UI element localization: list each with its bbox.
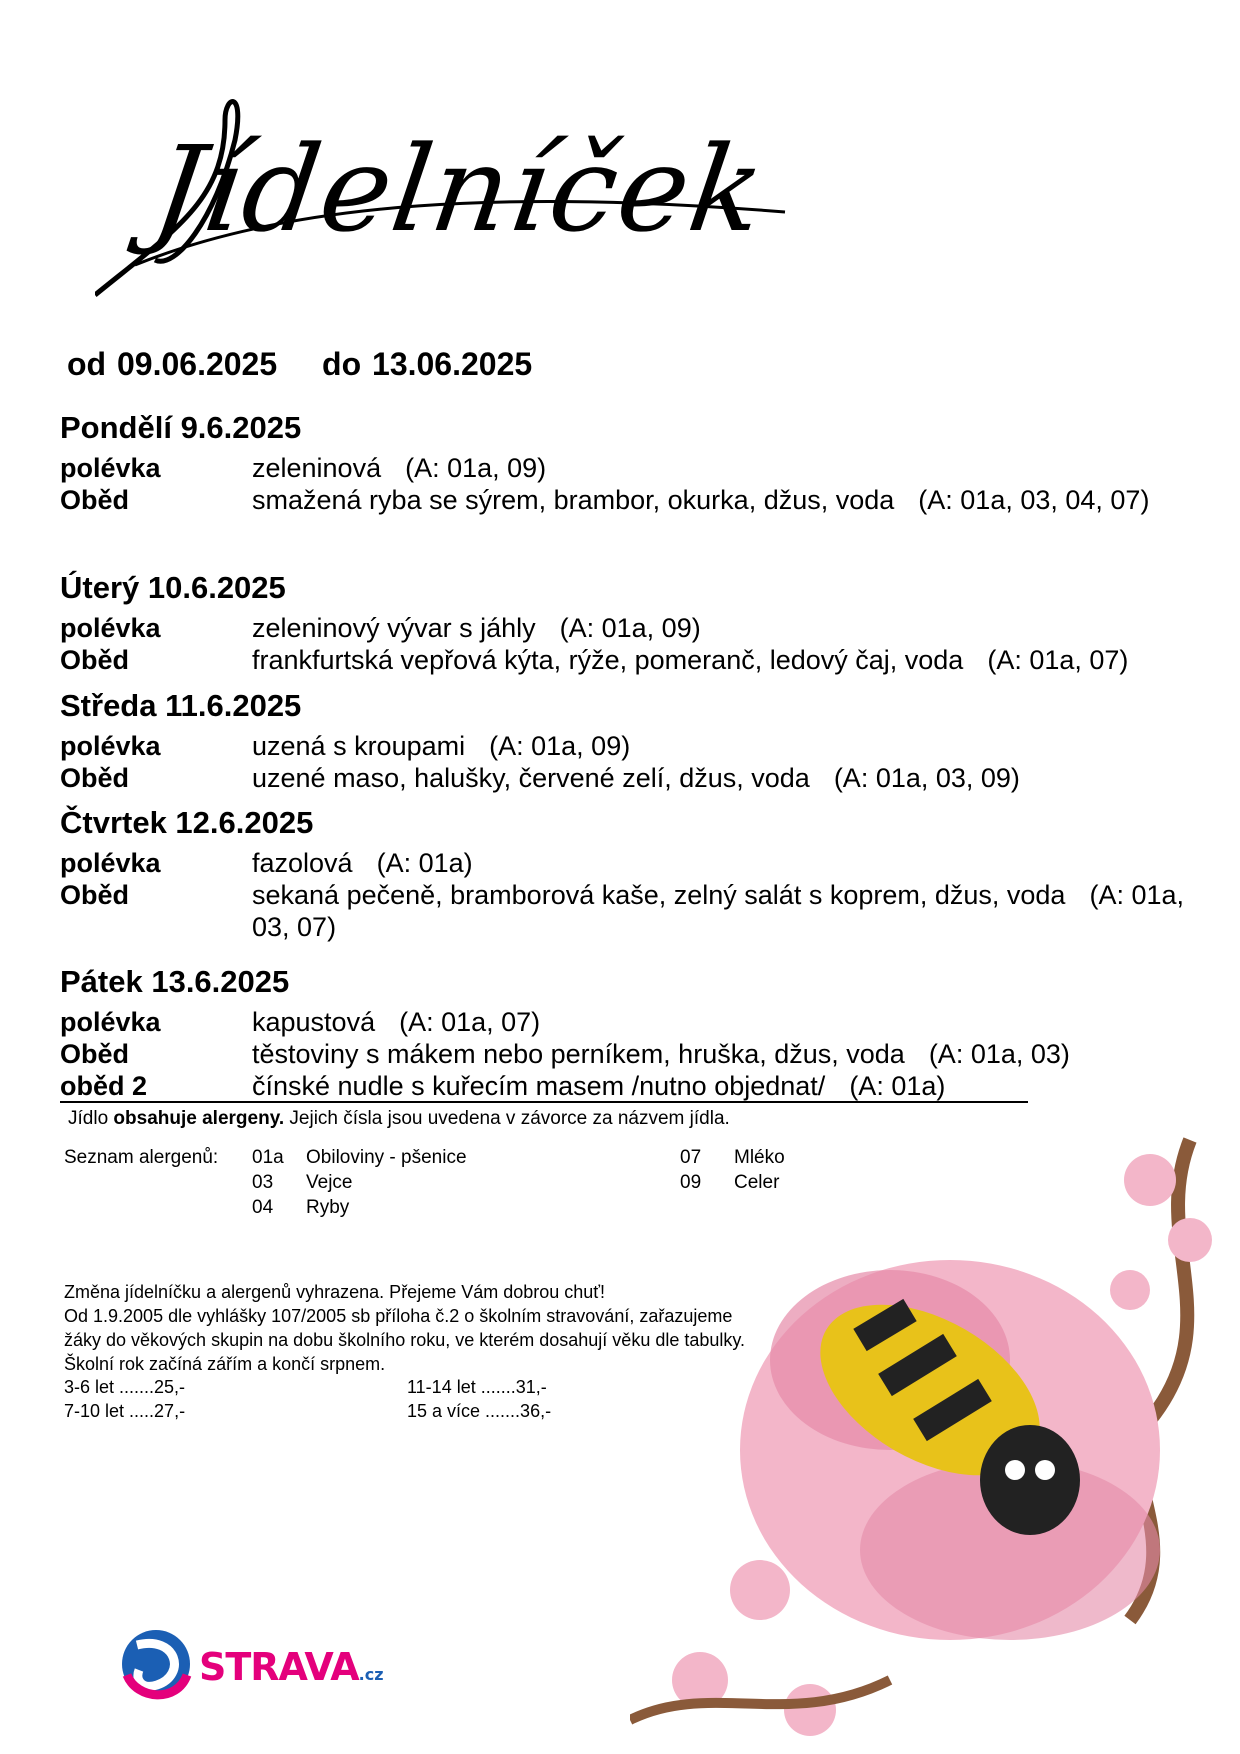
row-label: polévka (60, 731, 161, 761)
note-pre: Jídlo (68, 1108, 114, 1129)
allergen-item: 09 Celer (680, 1172, 780, 1193)
menu-row (60, 612, 1210, 644)
footer-line: Od 1.9.2005 dle vyhlášky 107/2005 sb příloha č.2 o školním stravování, zařazujeme (64, 1306, 733, 1326)
menu-row (60, 644, 1210, 676)
row-label: Oběd (60, 485, 130, 515)
menu-row (60, 730, 1210, 762)
row-label: polévka (60, 848, 161, 878)
day-heading: Pátek 13.6.2025 (60, 964, 290, 999)
allergens: (A: 01a, 09) (489, 731, 631, 761)
meal: sekaná pečeně, bramborová kaše, zelný salát s koprem, džus, voda (252, 880, 1066, 910)
note-bold: obsahuje alergeny. (113, 1108, 285, 1129)
meal: smažená ryba se sýrem, brambor, okurka, džus, voda (252, 485, 895, 515)
meal: fazolová (252, 848, 353, 878)
allergens: (A: 01a, 03, 04, 07) (918, 485, 1150, 515)
price-item: 7-10 let .....27,- (64, 1401, 186, 1421)
menu-row (60, 847, 1210, 879)
price-item: 11-14 let .......31,- (407, 1377, 547, 1397)
day-heading: Pondělí 9.6.2025 (60, 410, 302, 445)
row-label: Oběd (60, 763, 130, 793)
price-item: 15 a více .......36,- (407, 1401, 552, 1421)
day-monday (60, 410, 1210, 516)
allergens: (A: 01a) (376, 848, 473, 878)
price-item: 3-6 let .......25,- (64, 1377, 186, 1397)
menu-row (60, 484, 1210, 516)
meal: uzené maso, halušky, červené zelí, džus, voda (252, 763, 810, 793)
meal: kapustová (252, 1007, 376, 1037)
allergen-item: 04 Ryby (252, 1197, 350, 1218)
menu-row (60, 879, 1210, 943)
row-label: Oběd (60, 880, 130, 910)
row-label: Oběd (60, 645, 130, 675)
day-tuesday (60, 570, 1210, 676)
row-label: oběd 2 (60, 1071, 148, 1101)
meal: zeleninová (252, 453, 382, 483)
title-script (95, 80, 795, 310)
day-wednesday (60, 688, 1210, 794)
day-thursday (60, 805, 1210, 943)
period-to: do 13.06.2025 (322, 346, 533, 382)
period (67, 346, 566, 383)
meal: zeleninový vývar s jáhly (252, 613, 536, 643)
meal: uzená s kroupami (252, 731, 466, 761)
allergens: (A: 01a, 03, 09) (833, 763, 1020, 793)
strava-logo: STRAVA.cz (117, 1625, 337, 1707)
day-friday (60, 964, 1210, 1102)
day-heading: Čtvrtek 12.6.2025 (60, 805, 314, 840)
row-label: polévka (60, 613, 161, 643)
allergens: (A: 01a) (849, 1071, 946, 1101)
allergen-item: 01a Obiloviny - pšenice (252, 1147, 467, 1168)
bee-flower-illustration (630, 1120, 1230, 1754)
footer-line: Změna jídelníčku a alergenů vyhrazena. Přejeme Vám dobrou chuť! (64, 1282, 606, 1302)
allergens: (A: 01a, 09) (405, 453, 547, 483)
strava-swirl-icon (117, 1625, 195, 1703)
allergens: (A: 01a, 09) (559, 613, 701, 643)
allergens: (A: 01a, 07) (399, 1007, 541, 1037)
allergens: (A: 01a, 07) (987, 645, 1129, 675)
meal: čínské nudle s kuřecím masem /nutno objednat/ (252, 1071, 826, 1101)
menu-row (60, 1038, 1210, 1070)
footer-line: Školní rok začíná zářím a končí srpnem. (64, 1354, 386, 1374)
page-title: Jídelníček (145, 120, 775, 258)
meal: frankfurtská vepřová kýta, rýže, pomeranč, ledový čaj, voda (252, 645, 964, 675)
day-heading: Středa 11.6.2025 (60, 688, 302, 723)
allergens: (A: 01a, 03) (928, 1039, 1070, 1069)
allergen-list-heading: Seznam alergenů: (64, 1147, 219, 1168)
row-label: polévka (60, 453, 161, 483)
note-post: Jejich čísla jsou uvedena v závorce za názvem jídla. (284, 1108, 730, 1129)
footer-line: žáky do věkových skupin na dobu školního roku, ve kterém dosahují věku dle tabulky. (64, 1330, 746, 1350)
menu-row (60, 1006, 1210, 1038)
allergens: (A: 01a, 03, 07) (252, 880, 1185, 942)
row-label: Oběd (60, 1039, 130, 1069)
row-label: polévka (60, 1007, 161, 1037)
allergen-item: 03 Vejce (252, 1172, 353, 1193)
meal: těstoviny s mákem nebo perníkem, hruška, džus, voda (252, 1039, 905, 1069)
day-heading: Úterý 10.6.2025 (60, 570, 286, 605)
divider (60, 1101, 1028, 1103)
menu-row (60, 762, 1210, 794)
period-from: od 09.06.2025 (67, 346, 278, 382)
allergen-item: 07 Mléko (680, 1147, 785, 1168)
menu-row (60, 452, 1210, 484)
menu-row (60, 1070, 1210, 1102)
